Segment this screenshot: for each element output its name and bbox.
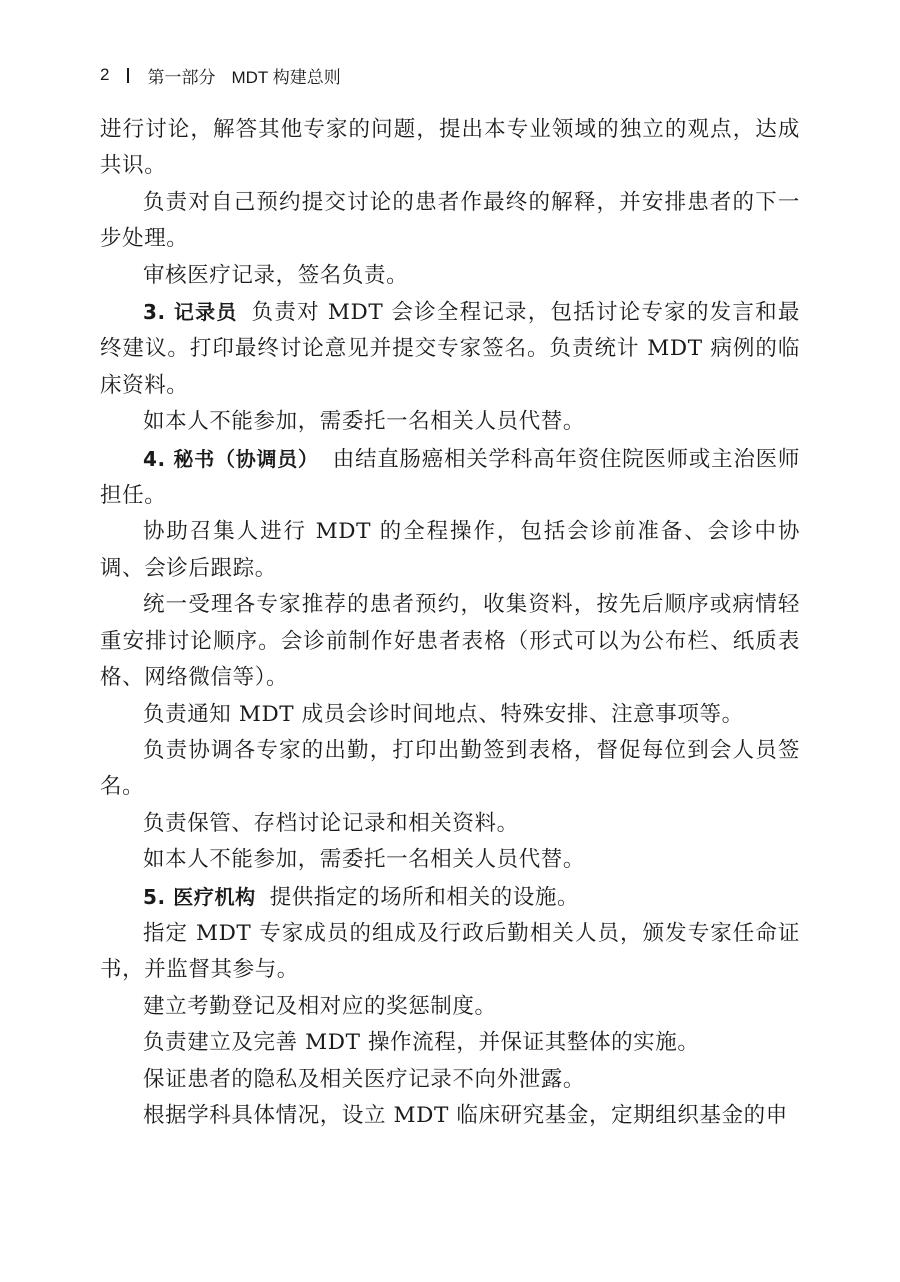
section-heading-label: 5. 医疗机构: [143, 884, 256, 909]
body-text: [100, 112, 800, 1134]
paragraph: [100, 294, 800, 404]
paragraph-text: 如本人不能参加，需委托一名相关人员代替。: [143, 409, 586, 435]
section-heading-label: 3. 记录员: [143, 300, 238, 325]
paragraph: [100, 514, 800, 587]
paragraph-text: 负责建立及完善 MDT 操作流程，并保证其整体的实施。: [143, 1030, 700, 1056]
paragraph: [100, 879, 800, 916]
paragraph-text: 审核医疗记录，签名负责。: [143, 262, 409, 288]
paragraph-text: 统一受理各专家推荐的患者预约，收集资料，按先后顺序或病情轻重安排讨论顺序。会诊前制作好患者表格（形式可以为公布栏、纸质表格、网络微信等）。: [100, 592, 800, 691]
chapter-title: MDT 构建总则: [231, 67, 341, 87]
paragraph: [100, 258, 800, 294]
paragraph: [100, 185, 800, 258]
paragraph: [100, 842, 800, 878]
paragraph-text: 根据学科具体情况，设立 MDT 临床研究基金，定期组织基金的申: [143, 1102, 788, 1128]
paragraph: [100, 733, 800, 806]
paragraph-text: 指定 MDT 专家成员的组成及行政后勤相关人员，颁发专家任命证书，并监督其参与。: [100, 920, 800, 983]
paragraph-text: 负责协调各专家的出勤，打印出勤签到表格，督促每位到会人员签名。: [100, 737, 800, 800]
paragraph-text: 负责通知 MDT 成员会诊时间地点、特殊安排、注意事项等。: [143, 701, 744, 727]
paragraph: [100, 806, 800, 842]
paragraph-text: 提供指定的场所和相关的设施。: [269, 884, 580, 910]
paragraph-text: 进行讨论，解答其他专家的问题，提出本专业领域的独立的观点，达成共识。: [100, 117, 800, 179]
paragraph-text: 建立考勤登记及相对应的奖惩制度。: [143, 993, 497, 1019]
paragraph: [100, 916, 800, 989]
paragraph: [100, 989, 800, 1025]
section-heading-label: 4. 秘书（协调员）: [143, 446, 319, 471]
paragraph-text: 协助召集人进行 MDT 的全程操作，包括会诊前准备、会诊中协调、会诊后跟踪。: [100, 519, 800, 581]
page-number: 2: [100, 65, 110, 84]
paragraph-text: 保证患者的隐私及相关医疗记录不向外泄露。: [143, 1066, 586, 1092]
paragraph: [100, 697, 800, 733]
paragraph: [100, 587, 800, 696]
header-divider: [127, 68, 129, 83]
paragraph: [100, 112, 800, 185]
paragraph: [100, 1025, 800, 1061]
paragraph: [100, 404, 800, 440]
paragraph: [100, 441, 800, 515]
paragraph-text: 负责保管、存档讨论记录和相关资料。: [143, 810, 519, 836]
paragraph: [100, 1062, 800, 1098]
paragraph: [100, 1098, 800, 1134]
paragraph-text: 负责对自己预约提交讨论的患者作最终的解释，并安排患者的下一步处理。: [100, 189, 800, 252]
paragraph-text: 由结直肠癌相关学科高年资住院医师或主治医师担任。: [100, 446, 800, 509]
running-header: [100, 62, 341, 88]
part-label: 第一部分: [147, 67, 216, 87]
paragraph-text: 负责对 MDT 会诊全程记录，包括讨论专家的发言和最终建议。打印最终讨论意见并提交专家签名。负责统计 MDT 病例的临床资料。: [100, 300, 800, 398]
paragraph-text: 如本人不能参加，需委托一名相关人员代替。: [143, 847, 586, 873]
